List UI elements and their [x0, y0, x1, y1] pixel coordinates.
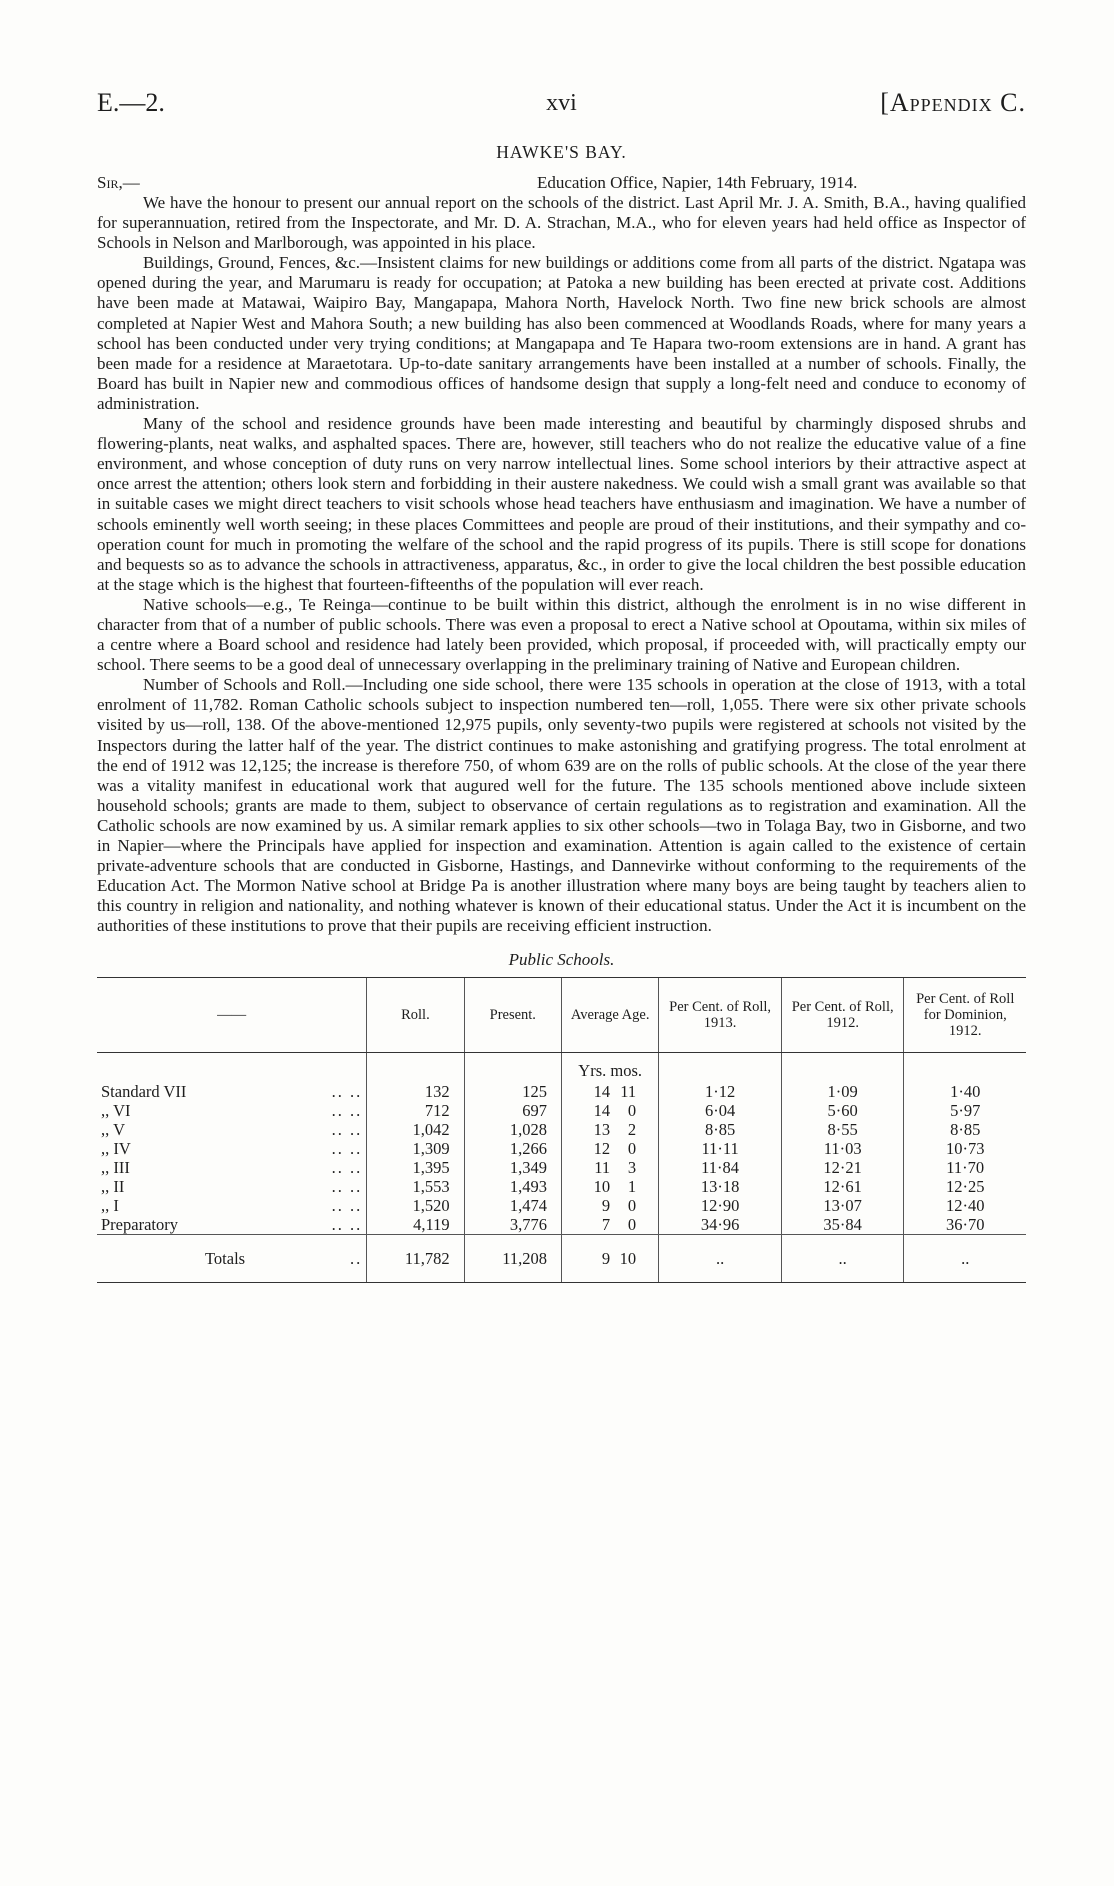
age-months: 0: [627, 1214, 637, 1234]
p1912-cell: 1·09: [781, 1080, 904, 1101]
row-label-text: ,, II: [101, 1176, 125, 1196]
p1913-cell: 11·11: [659, 1139, 782, 1158]
roll-cell: 1,520: [367, 1196, 464, 1215]
table-row: [97, 1196, 1026, 1215]
age-years: 14: [593, 1100, 611, 1120]
column-header: Roll.: [367, 977, 464, 1052]
average-age-cell: [561, 1139, 658, 1158]
present-cell: 11,208: [464, 1234, 561, 1282]
header-page-number: xvi: [546, 90, 577, 116]
units-row: [97, 1052, 1026, 1080]
row-label-text: Totals: [205, 1248, 246, 1268]
average-age-cell: [561, 1080, 658, 1101]
p1912-cell: 12·61: [781, 1177, 904, 1196]
row-label: [97, 1196, 367, 1215]
row-label: [97, 1158, 367, 1177]
row-label-text: ,, III: [101, 1157, 130, 1177]
age-months: 0: [627, 1100, 637, 1120]
dom-cell: 10·73: [904, 1139, 1026, 1158]
row-label: [97, 1215, 367, 1235]
column-header: ——: [97, 977, 367, 1052]
totals-row: [97, 1234, 1026, 1282]
dom-cell: 36·70: [904, 1215, 1026, 1235]
average-age-cell: [561, 1234, 658, 1282]
p1912-cell: 11·03: [781, 1139, 904, 1158]
age-months: 11: [620, 1081, 637, 1101]
paragraph: Buildings, Ground, Fences, &c.—Insistent claims for new buildings or additions come from all parts of the district. Ngatapa was opened during the year, and Marumaru is ready for occupation; at Patoka a new building has been erected at private cost. Additions have been made at Matawai, Waipiro Bay, Mangapapa, Mahora North, Havelock North. Two fine new brick schools are almost completed at Napier West and Mahora South; a new building has also been commenced at Woodlands Roads, where for many years a school has been conducted under very trying conditions; at Mangapapa and Te Hapara two-room extensions are in hand. A grant has been made for a residence at Maraetotara. Up-to-date sanitary arrangements have been installed at a number of schools. Finally, the Board has built in Napier new and commodious offices of handsome design that supply a long-felt need and conduce to economy of administration.: [97, 253, 1026, 413]
average-age-cell: [561, 1101, 658, 1120]
row-label-text: ,, V: [101, 1119, 125, 1139]
table-caption: Public Schools.: [508, 950, 615, 970]
age-years: 14: [593, 1081, 611, 1101]
present-cell: 125: [464, 1080, 561, 1101]
office-date-line: Education Office, Napier, 14th February, 1914.: [537, 173, 858, 192]
age-units: Yrs. mos.: [561, 1052, 658, 1080]
table-header-row: [97, 977, 1026, 1052]
row-label: [97, 1080, 367, 1101]
dom-cell: 1·40: [904, 1080, 1026, 1101]
age-months: 1: [627, 1176, 637, 1196]
p1912-cell: 8·55: [781, 1120, 904, 1139]
table-row: [97, 1120, 1026, 1139]
age-years: 13: [593, 1119, 611, 1139]
average-age-cell: [561, 1196, 658, 1215]
leader-dots: .. ..: [331, 1214, 363, 1234]
leader-dots: .. ..: [331, 1081, 363, 1101]
average-age-cell: [561, 1120, 658, 1139]
roll-cell: 1,553: [367, 1177, 464, 1196]
present-cell: 1,493: [464, 1177, 561, 1196]
p1913-cell: 13·18: [659, 1177, 782, 1196]
column-header: Per Cent. of Roll, 1912.: [781, 977, 904, 1052]
row-label: [97, 1120, 367, 1139]
dom-cell: 11·70: [904, 1158, 1026, 1177]
row-label-text: Preparatory: [101, 1214, 178, 1234]
salutation: Sir,—: [97, 173, 140, 192]
p1912-cell: 35·84: [781, 1215, 904, 1235]
p1912-cell: 5·60: [781, 1101, 904, 1120]
average-age-cell: [561, 1158, 658, 1177]
row-label: [97, 1101, 367, 1120]
leader-dots: .. ..: [331, 1195, 363, 1215]
roll-cell: 11,782: [367, 1234, 464, 1282]
column-header: Average Age.: [561, 977, 658, 1052]
table-row: [97, 1158, 1026, 1177]
age-months: 10: [619, 1248, 637, 1268]
row-label-text: ,, I: [101, 1195, 119, 1215]
paragraph: We have the honour to present our annual report on the schools of the district. Last April Mr. J. A. Smith, B.A., having qualified for superannuation, retired from the Inspectorate, and Mr. D. A. Strachan, M.A., who for eleven years had held office as Inspector of Schools in Nelson and Marlborough, was appointed in his place.: [97, 193, 1026, 253]
section-title: HAWKE'S BAY.: [496, 142, 627, 162]
roll-cell: 1,395: [367, 1158, 464, 1177]
age-months: 0: [627, 1138, 637, 1158]
average-age-cell: [561, 1215, 658, 1235]
column-header: Present.: [464, 977, 561, 1052]
dom-cell: 8·85: [904, 1120, 1026, 1139]
age-months: 2: [627, 1119, 637, 1139]
paragraph: Number of Schools and Roll.—Including one side school, there were 135 schools in operation at the close of 1913, with a total enrolment of 11,782. Roman Catholic schools subject to inspection numbered ten—roll, 1,055. There were six other private schools visited by us—roll, 138. Of the above-mentioned 12,975 pupils, only seventy-two pupils were registered at schools not visited by the Inspectors during the latter half of the year. The district continues to make astonishing and gratifying progress. The total enrolment at the end of 1912 was 12,125; the increase is therefore 750, of whom 639 are on the rolls of public schools. At the close of the year there was a vitality manifest in educational work that augured well for the future. The 135 schools mentioned above include sixteen household schools; grants are made to them, subject to observance of certain regulations as to registration and examination. All the Catholic schools are now examined by us. A similar remark applies to six other schools—two in Tolaga Bay, two in Gisborne, and two in Napier—where the Principals have applied for inspection and examination. Attention is again called to the existence of certain private-adventure schools that are conducted in Gisborne, Hastings, and Dannevirke without conforming to the requirements of the Education Act. The Mormon Native school at Bridge Pa is another illustration where many boys are being taught by teachers alien to this country in religion and nationality, and nothing whatever is known of their educational status. Under the Act it is incumbent on the authorities of these institutions to prove that their pupils are receiving efficient instruction.: [97, 675, 1026, 936]
row-label-text: ,, IV: [101, 1138, 131, 1158]
row-label-text: ,, VI: [101, 1100, 131, 1120]
p1913-cell: 12·90: [659, 1196, 782, 1215]
p1913-cell: 8·85: [659, 1120, 782, 1139]
table-row: [97, 1215, 1026, 1235]
header-document-code: E.—2.: [97, 88, 165, 117]
p1913-cell: 34·96: [659, 1215, 782, 1235]
p1913-cell: 6·04: [659, 1101, 782, 1120]
roll-cell: 712: [367, 1101, 464, 1120]
roll-cell: 132: [367, 1080, 464, 1101]
present-cell: 697: [464, 1101, 561, 1120]
present-cell: 1,266: [464, 1139, 561, 1158]
p1913-cell: ..: [659, 1234, 782, 1282]
row-label: [97, 1234, 367, 1282]
leader-dots: .. ..: [331, 1138, 363, 1158]
leader-dots: ..: [349, 1248, 363, 1268]
table-row: [97, 1101, 1026, 1120]
report-body: [97, 173, 1026, 1283]
table-row: [97, 1139, 1026, 1158]
p1913-cell: 1·12: [659, 1080, 782, 1101]
dom-cell: 12·25: [904, 1177, 1026, 1196]
p1912-cell: 12·21: [781, 1158, 904, 1177]
dom-cell: 12·40: [904, 1196, 1026, 1215]
p1912-cell: ..: [781, 1234, 904, 1282]
page-header: [97, 88, 1026, 124]
present-cell: 3,776: [464, 1215, 561, 1235]
age-months: 3: [627, 1157, 637, 1177]
age-years: 9: [601, 1248, 611, 1268]
dom-cell: ..: [904, 1234, 1026, 1282]
leader-dots: .. ..: [331, 1100, 363, 1120]
public-schools-table: [97, 977, 1026, 1283]
present-cell: 1,028: [464, 1120, 561, 1139]
age-years: 9: [601, 1195, 611, 1215]
p1912-cell: 13·07: [781, 1196, 904, 1215]
column-header: Per Cent. of Roll, 1913.: [659, 977, 782, 1052]
table-row: [97, 1080, 1026, 1101]
row-label: [97, 1139, 367, 1158]
column-header: Per Cent. of Roll for Dominion, 1912.: [904, 977, 1026, 1052]
roll-cell: 1,042: [367, 1120, 464, 1139]
salutation-line: [97, 173, 1026, 193]
age-years: 12: [593, 1138, 611, 1158]
paragraph: Native schools—e.g., Te Reinga—continue to be built within this district, although the enrolment is in no wise different in character from that of a number of public schools. There was even a proposal to erect a Native school at Opoutama, within six miles of a centre where a Board school and residence had lately been provided, which proposal, if proceeded with, will practically empty our school. There seems to be a good deal of unnecessary overlapping in the preliminary training of Native and European children.: [97, 594, 1026, 675]
age-years: 7: [601, 1214, 611, 1234]
row-label-text: Standard VII: [101, 1081, 187, 1101]
roll-cell: 1,309: [367, 1139, 464, 1158]
present-cell: 1,349: [464, 1158, 561, 1177]
roll-cell: 4,119: [367, 1215, 464, 1235]
dom-cell: 5·97: [904, 1101, 1026, 1120]
age-years: 10: [593, 1176, 611, 1196]
header-appendix: [Appendix C.: [880, 88, 1026, 117]
average-age-cell: [561, 1177, 658, 1196]
table-row: [97, 1177, 1026, 1196]
age-months: 0: [627, 1195, 637, 1215]
paragraph: Many of the school and residence grounds have been made interesting and beautiful by charmingly disposed shrubs and flowering-plants, neat walks, and asphalted spaces. There are, however, still teachers who do not realize the educative value of a fine environment, and whose conception of duty runs on very narrow intellectual lines. Some school interiors by their attractive aspect at once arrest the attention; others look stern and forbidding in their austere nakedness. We could wish a small grant was available so that in suitable cases we might direct teachers to visit schools whose head teachers have enthusiasm and imagination. We have a number of schools eminently well worth seeing; in these places Committees and people are proud of their institutions, and their sympathy and co-operation count for much in promoting the welfare of the school and the rapid progress of its pupils. There is still scope for donations and bequests so as to advance the schools in attractiveness, apparatus, &c., in order to give the local children the best possible education at the stage which is the highest that fourteen-fifteenths of the population will ever reach.: [97, 414, 1026, 594]
leader-dots: .. ..: [331, 1119, 363, 1139]
age-years: 11: [594, 1157, 611, 1177]
leader-dots: .. ..: [331, 1176, 363, 1196]
present-cell: 1,474: [464, 1196, 561, 1215]
row-label: [97, 1177, 367, 1196]
p1913-cell: 11·84: [659, 1158, 782, 1177]
leader-dots: .. ..: [331, 1157, 363, 1177]
